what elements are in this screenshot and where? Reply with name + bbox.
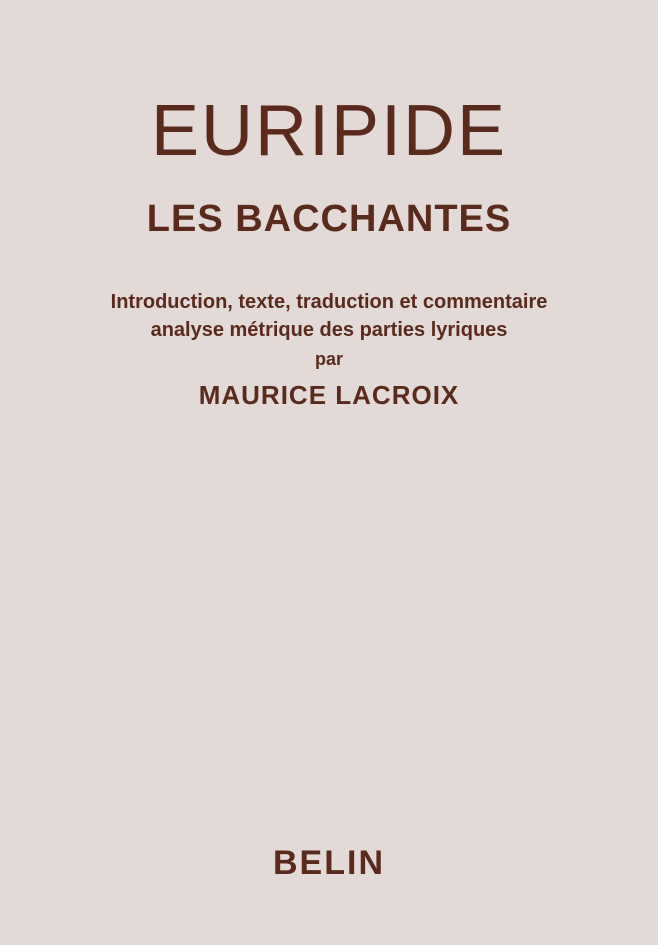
- editor-name: MAURICE LACROIX: [198, 380, 460, 410]
- subtitle-line-2: analyse métrique des parties lyriques: [150, 319, 508, 341]
- by-label: par: [314, 349, 343, 369]
- book-title: LES BACCHANTES: [146, 198, 512, 240]
- publisher-name: BELIN: [273, 844, 385, 882]
- subtitle-line-1: Introduction, texte, traduction et commentaire: [110, 291, 548, 313]
- author-name: EURIPIDE: [150, 91, 508, 171]
